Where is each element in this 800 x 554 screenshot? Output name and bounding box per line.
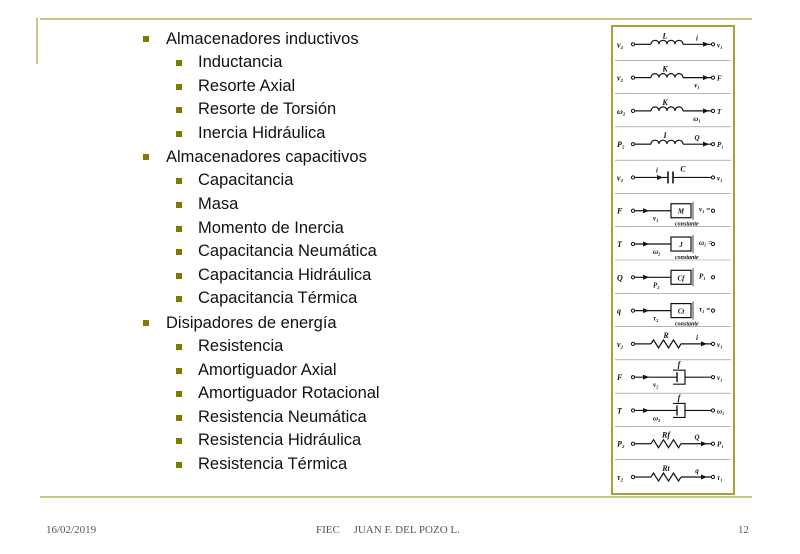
square-bullet-icon (176, 462, 182, 468)
terminal-node-icon (711, 276, 714, 279)
symbol-arrow-label: q (695, 467, 699, 476)
list-item: Resistencia Hidráulica (142, 429, 602, 453)
flow-arrow-icon (701, 475, 707, 480)
symbol-note-label: constante (675, 255, 699, 262)
square-bullet-icon (176, 60, 182, 66)
square-bullet-icon (176, 344, 182, 350)
symbol-arrow-label: Q (694, 433, 700, 442)
list-item: Resistencia Neumática (142, 406, 602, 430)
flow-arrow-icon (701, 341, 707, 346)
symbol-top-label: f (677, 360, 681, 370)
symbol-top-label: C (680, 164, 686, 174)
flow-arrow-icon (643, 375, 649, 380)
terminal-node-icon (631, 376, 634, 379)
symbol-right-label: v₁ = (699, 205, 711, 214)
terminal-node-icon (631, 209, 634, 212)
square-bullet-icon (176, 178, 182, 184)
list-item: Capacitancia Hidráulica (142, 264, 602, 288)
symbol-arrow-label: Q (694, 134, 700, 143)
terminal-node-icon (711, 442, 714, 445)
list-item: Resorte Axial (142, 75, 602, 99)
terminal-node-icon (711, 176, 714, 179)
section-dissipative (142, 311, 602, 335)
square-bullet-icon (176, 107, 182, 113)
flow-arrow-icon (643, 208, 649, 213)
list-item: Masa (142, 193, 602, 217)
section-label: Almacenadores capacitivos (166, 148, 367, 167)
symbol-right-label: F (717, 74, 722, 83)
square-bullet-icon (143, 36, 149, 42)
terminal-node-icon (711, 109, 714, 112)
inductor-coil-icon (651, 140, 683, 144)
square-bullet-icon (176, 415, 182, 421)
symbol-right-label: τ₁ = (699, 305, 711, 314)
terminal-node-icon (711, 409, 714, 412)
symbol-top-label: f (677, 393, 681, 403)
list-item: Resistencia (142, 335, 602, 359)
bullet-list (142, 27, 602, 477)
footer-author: FIEC JUAN F. DEL POZO L. (316, 524, 460, 536)
section-inductive (142, 27, 602, 51)
symbol-note-label: constante (675, 221, 699, 228)
list-item: Capacitancia (142, 169, 602, 193)
symbol-note-label: constante (675, 321, 699, 328)
section-label: Almacenadores inductivos (166, 30, 359, 48)
symbol-right-label: T (717, 107, 722, 116)
square-bullet-icon (176, 226, 182, 232)
symbol-arrow-label: i (656, 166, 658, 175)
symbol-left-label: Q (617, 273, 623, 283)
square-bullet-icon (176, 391, 182, 397)
symbol-bottom-label: v₁ (694, 81, 700, 90)
list-item: Amortiguador Axial (142, 359, 602, 383)
symbol-arrow-label: i (696, 34, 698, 43)
section-capacitive (142, 145, 602, 169)
symbol-arrow-label: i (696, 333, 698, 342)
list-item: Resistencia Térmica (142, 453, 602, 477)
symbol-left-label: P₂ (617, 140, 625, 150)
list-item: Resorte de Torsión (142, 98, 602, 122)
symbol-right-label: P₁ (699, 272, 706, 281)
flow-arrow-icon (643, 408, 649, 413)
square-bullet-icon (176, 131, 182, 137)
bottom-rule (40, 496, 752, 498)
symbol-left-label: T (617, 406, 622, 416)
element-symbols-panel (611, 25, 735, 495)
symbol-box-label: J (679, 241, 683, 250)
symbol-left-label: τ₂ (617, 473, 624, 483)
symbol-bottom-label: P₂ (653, 281, 660, 290)
symbol-right-label: P₁ (717, 141, 724, 150)
resistor-zigzag-icon (651, 340, 681, 348)
terminal-node-icon (631, 143, 634, 146)
symbol-top-label: Rf (662, 430, 670, 440)
footer-date: 16/02/2019 (46, 524, 97, 536)
terminal-node-icon (631, 176, 634, 179)
symbol-left-label: q (617, 306, 621, 316)
footer-page-number: 12 (738, 524, 749, 536)
square-bullet-icon (176, 84, 182, 90)
flow-arrow-icon (703, 142, 709, 147)
list-item: Amortiguador Rotacional (142, 382, 602, 406)
terminal-node-icon (631, 309, 634, 312)
terminal-node-icon (631, 109, 634, 112)
flow-arrow-icon (643, 242, 649, 247)
inductor-coil-icon (651, 40, 683, 44)
symbol-bottom-label: τ₂ (653, 314, 659, 323)
symbol-left-label: T (617, 240, 622, 250)
flow-arrow-icon (703, 108, 709, 113)
symbol-right-label: v₁ (717, 374, 723, 383)
top-rule (40, 18, 752, 20)
inductor-coil-icon (651, 74, 683, 78)
symbol-left-label: v₂ (617, 73, 624, 83)
terminal-node-icon (711, 76, 714, 79)
terminal-node-icon (631, 342, 634, 345)
terminal-node-icon (631, 442, 634, 445)
list-item: Capacitancia Térmica (142, 287, 602, 311)
terminal-node-icon (711, 475, 714, 478)
square-bullet-icon (143, 320, 149, 326)
symbol-bottom-label: ω₂ (653, 248, 661, 257)
square-bullet-icon (176, 273, 182, 279)
symbol-bottom-label: ω₂ (653, 414, 661, 423)
square-bullet-icon (176, 296, 182, 302)
flow-arrow-icon (643, 308, 649, 313)
square-bullet-icon (176, 202, 182, 208)
symbol-top-label: R (663, 330, 669, 340)
terminal-node-icon (711, 209, 714, 212)
inductor-coil-icon (651, 107, 683, 111)
flow-arrow-icon (643, 275, 649, 280)
symbol-right-label: P₁ (717, 440, 724, 449)
symbol-top-label: I (663, 131, 667, 141)
symbol-left-label: F (617, 206, 623, 216)
resistor-zigzag-icon (651, 473, 681, 481)
list-item: Momento de Inercia (142, 217, 602, 241)
terminal-node-icon (631, 475, 634, 478)
terminal-node-icon (631, 276, 634, 279)
terminal-node-icon (631, 43, 634, 46)
symbol-right-label: v₁ (717, 340, 723, 349)
symbol-right-label: v₁ (717, 174, 723, 183)
symbol-top-label: L (662, 31, 668, 41)
list-item: Capacitancia Neumática (142, 240, 602, 264)
terminal-node-icon (711, 342, 714, 345)
terminal-node-icon (711, 376, 714, 379)
symbol-top-label: K (662, 97, 668, 107)
symbol-box-label: Cf (677, 274, 685, 283)
symbol-right-label: ω₁ = (699, 239, 713, 248)
square-bullet-icon (143, 154, 149, 160)
square-bullet-icon (176, 438, 182, 444)
terminal-node-icon (711, 143, 714, 146)
symbol-top-label: K (662, 64, 668, 74)
symbol-box-label: Ct (677, 307, 685, 316)
flow-arrow-icon (703, 42, 709, 47)
terminal-node-icon (631, 409, 634, 412)
symbol-right-label: v₁ (717, 41, 723, 50)
terminal-node-icon (631, 76, 634, 79)
symbol-right-label: τ₁ (717, 474, 723, 483)
terminal-node-icon (711, 43, 714, 46)
terminal-node-icon (711, 309, 714, 312)
flow-arrow-icon (657, 175, 663, 180)
square-bullet-icon (176, 249, 182, 255)
flow-arrow-icon (701, 441, 707, 446)
symbol-left-label: F (617, 373, 623, 383)
symbol-left-label: P₂ (617, 439, 625, 449)
list-item: Inercia Hidráulica (142, 122, 602, 146)
symbol-bottom-label: v₁ (653, 214, 659, 223)
symbol-bottom-label: ω₁ (693, 114, 701, 123)
square-bullet-icon (176, 368, 182, 374)
resistor-zigzag-icon (651, 440, 681, 448)
symbol-left-label: ω₂ (617, 106, 626, 116)
terminal-node-icon (631, 242, 634, 245)
flow-arrow-icon (703, 75, 709, 80)
symbol-bottom-label: v₂ (653, 381, 659, 390)
symbol-left-label: v₂ (617, 339, 624, 349)
element-symbols-diagram (613, 27, 733, 493)
list-item: Inductancia (142, 51, 602, 75)
symbol-left-label: v₂ (617, 40, 624, 50)
symbol-box-label: M (677, 207, 685, 216)
symbol-top-label: Rt (662, 464, 670, 474)
section-label: Disipadores de energía (166, 313, 337, 332)
symbol-left-label: v₂ (617, 173, 624, 183)
symbol-right-label: ω₁ (717, 407, 725, 416)
left-rule (36, 18, 38, 64)
